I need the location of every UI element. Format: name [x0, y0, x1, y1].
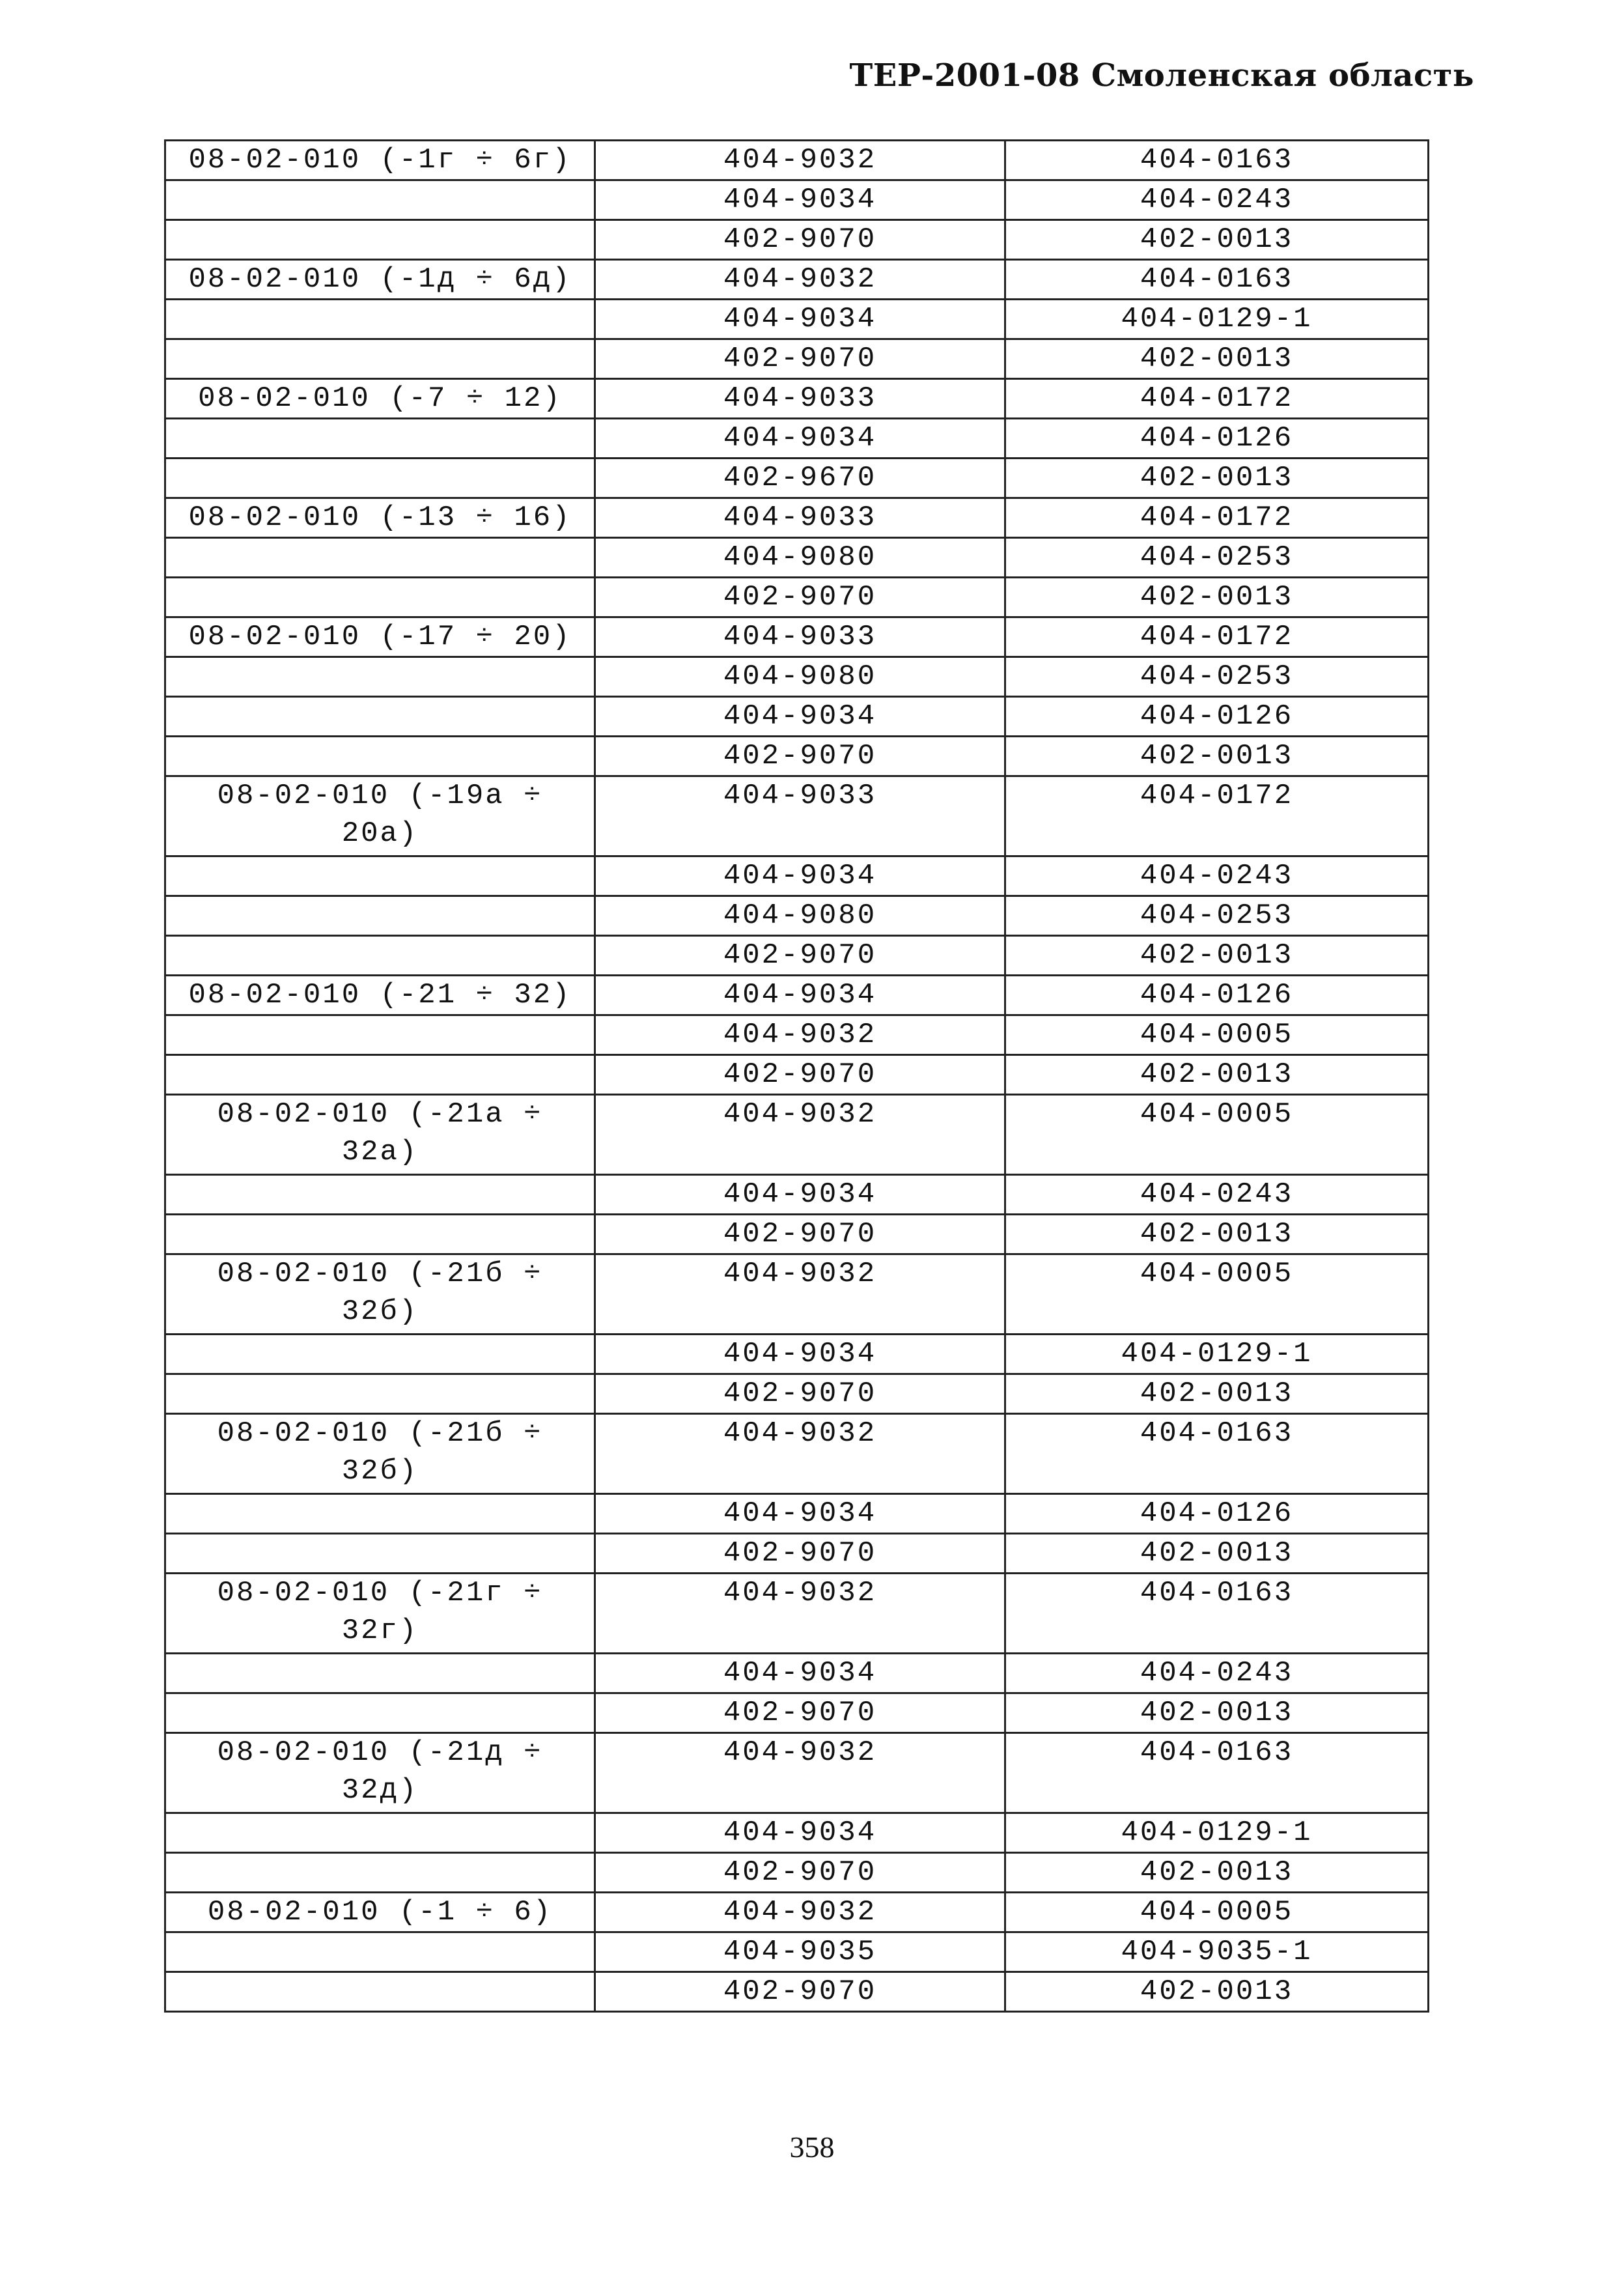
cell-replacement-resource-code: 404-0172: [1005, 498, 1429, 538]
cell-replaced-resource-code: 404-9034: [595, 1813, 1005, 1853]
cell-rate-code: 08-02-010 (-1д ÷ 6д): [165, 260, 595, 300]
cell-replacement-resource-code: 402-0013: [1005, 1693, 1429, 1733]
cell-rate-code: [165, 737, 595, 776]
cell-replacement-resource-code: 404-0243: [1005, 1654, 1429, 1693]
cell-rate-code: 08-02-010 (-1 ÷ 6): [165, 1893, 595, 1932]
cell-replaced-resource-code: 404-9033: [595, 498, 1005, 538]
cell-replaced-resource-code: 402-9070: [595, 1972, 1005, 2012]
cell-rate-code: [165, 459, 595, 498]
cell-replaced-resource-code: 402-9070: [595, 220, 1005, 260]
cell-replaced-resource-code: 402-9070: [595, 1534, 1005, 1574]
cell-replaced-resource-code: 404-9034: [595, 976, 1005, 1015]
table-body: [165, 141, 1429, 2012]
cell-rate-code: 08-02-010 (-21 ÷ 32): [165, 976, 595, 1015]
cell-replaced-resource-code: 402-9070: [595, 578, 1005, 617]
table-row: [165, 896, 1429, 936]
table-row: [165, 856, 1429, 896]
table-row: [165, 220, 1429, 260]
table-row: [165, 1813, 1429, 1853]
table-row: [165, 180, 1429, 220]
cell-replacement-resource-code: 404-0163: [1005, 1574, 1429, 1654]
cell-replacement-resource-code: 404-0126: [1005, 976, 1429, 1015]
cell-replacement-resource-code: 402-0013: [1005, 459, 1429, 498]
table-row: [165, 936, 1429, 976]
cell-rate-code: [165, 578, 595, 617]
table-row: [165, 1254, 1429, 1335]
cell-replaced-resource-code: 404-9035: [595, 1932, 1005, 1972]
table-row: [165, 1335, 1429, 1374]
cell-replacement-resource-code: 404-0005: [1005, 1893, 1429, 1932]
cell-replacement-resource-code: 404-0126: [1005, 697, 1429, 737]
table-row: [165, 1374, 1429, 1414]
cell-rate-code: 08-02-010 (-17 ÷ 20): [165, 617, 595, 657]
cell-rate-code: 08-02-010 (-21б ÷ 32б): [165, 1414, 595, 1494]
cell-rate-code: 08-02-010 (-21б ÷ 32б): [165, 1254, 595, 1335]
cell-replacement-resource-code: 404-0163: [1005, 141, 1429, 180]
cell-rate-code: [165, 220, 595, 260]
cell-rate-code: 08-02-010 (-21а ÷ 32а): [165, 1095, 595, 1175]
table-row: [165, 339, 1429, 379]
table-row: [165, 1654, 1429, 1693]
cell-replaced-resource-code: 402-9070: [595, 1055, 1005, 1095]
cell-rate-code: [165, 1374, 595, 1414]
table-row: [165, 657, 1429, 697]
table-row: [165, 1534, 1429, 1574]
cell-replaced-resource-code: 404-9032: [595, 1893, 1005, 1932]
cell-replacement-resource-code: 402-0013: [1005, 220, 1429, 260]
cell-replacement-resource-code: 404-0253: [1005, 538, 1429, 578]
table-row: [165, 1095, 1429, 1175]
table-row: [165, 1693, 1429, 1733]
cell-replaced-resource-code: 404-9033: [595, 776, 1005, 856]
table-row: [165, 1414, 1429, 1494]
cell-replacement-resource-code: 404-0163: [1005, 1414, 1429, 1494]
table-row: [165, 737, 1429, 776]
cell-replaced-resource-code: 404-9034: [595, 419, 1005, 459]
cell-rate-code: [165, 419, 595, 459]
cell-rate-code: 08-02-010 (-19а ÷ 20а): [165, 776, 595, 856]
cell-rate-code: [165, 697, 595, 737]
cell-replacement-resource-code: 404-0172: [1005, 379, 1429, 419]
table-row: [165, 260, 1429, 300]
cell-replaced-resource-code: 404-9032: [595, 1095, 1005, 1175]
cell-replaced-resource-code: 402-9070: [595, 1374, 1005, 1414]
cell-rate-code: [165, 657, 595, 697]
cell-replacement-resource-code: 402-0013: [1005, 737, 1429, 776]
cell-rate-code: [165, 1335, 595, 1374]
cell-replacement-resource-code: 402-0013: [1005, 1853, 1429, 1893]
cell-rate-code: [165, 180, 595, 220]
cell-replaced-resource-code: 404-9032: [595, 1733, 1005, 1813]
cell-replacement-resource-code: 404-0163: [1005, 1733, 1429, 1813]
cell-rate-code: [165, 936, 595, 976]
cell-replaced-resource-code: 404-9032: [595, 1015, 1005, 1055]
cell-rate-code: [165, 1175, 595, 1215]
cell-replacement-resource-code: 404-0243: [1005, 856, 1429, 896]
cell-replacement-resource-code: 404-0005: [1005, 1095, 1429, 1175]
cell-rate-code: [165, 1055, 595, 1095]
cell-replaced-resource-code: 404-9034: [595, 1654, 1005, 1693]
cell-replaced-resource-code: 404-9034: [595, 856, 1005, 896]
cell-replaced-resource-code: 404-9032: [595, 1574, 1005, 1654]
table-row: [165, 300, 1429, 339]
cell-replacement-resource-code: 404-0126: [1005, 1494, 1429, 1534]
cell-rate-code: 08-02-010 (-13 ÷ 16): [165, 498, 595, 538]
cell-rate-code: 08-02-010 (-21д ÷ 32д): [165, 1733, 595, 1813]
table-row: [165, 617, 1429, 657]
cell-rate-code: [165, 538, 595, 578]
resource-code-table: [164, 139, 1429, 2013]
cell-replacement-resource-code: 404-0005: [1005, 1254, 1429, 1335]
table-row: [165, 578, 1429, 617]
cell-replaced-resource-code: 404-9033: [595, 379, 1005, 419]
cell-replacement-resource-code: 402-0013: [1005, 1215, 1429, 1254]
cell-rate-code: [165, 1494, 595, 1534]
cell-replacement-resource-code: 402-0013: [1005, 1972, 1429, 2012]
table-row: [165, 1853, 1429, 1893]
cell-replaced-resource-code: 402-9070: [595, 737, 1005, 776]
cell-replacement-resource-code: 404-9035-1: [1005, 1932, 1429, 1972]
table-row: [165, 538, 1429, 578]
cell-replaced-resource-code: 404-9032: [595, 260, 1005, 300]
table-row: [165, 1733, 1429, 1813]
cell-rate-code: [165, 1693, 595, 1733]
cell-replacement-resource-code: 404-0129-1: [1005, 300, 1429, 339]
cell-replacement-resource-code: 404-0243: [1005, 1175, 1429, 1215]
cell-replacement-resource-code: 404-0126: [1005, 419, 1429, 459]
table-row: [165, 141, 1429, 180]
table-row: [165, 1972, 1429, 2012]
cell-replaced-resource-code: 404-9080: [595, 896, 1005, 936]
cell-replaced-resource-code: 404-9080: [595, 657, 1005, 697]
cell-replacement-resource-code: 404-0172: [1005, 776, 1429, 856]
table-row: [165, 776, 1429, 856]
cell-replacement-resource-code: 402-0013: [1005, 1055, 1429, 1095]
cell-replaced-resource-code: 402-9670: [595, 459, 1005, 498]
table-row: [165, 1215, 1429, 1254]
cell-replacement-resource-code: 404-0253: [1005, 657, 1429, 697]
cell-rate-code: [165, 1972, 595, 2012]
table-row: [165, 1932, 1429, 1972]
cell-replaced-resource-code: 404-9032: [595, 1254, 1005, 1335]
cell-replacement-resource-code: 402-0013: [1005, 1534, 1429, 1574]
cell-replaced-resource-code: 404-9034: [595, 1494, 1005, 1534]
cell-replaced-resource-code: 404-9034: [595, 1335, 1005, 1374]
resource-code-table-container: [164, 139, 1427, 2013]
cell-replaced-resource-code: 402-9070: [595, 1693, 1005, 1733]
cell-rate-code: [165, 1015, 595, 1055]
cell-replacement-resource-code: 404-0243: [1005, 180, 1429, 220]
table-row: [165, 1055, 1429, 1095]
cell-rate-code: [165, 896, 595, 936]
cell-rate-code: 08-02-010 (-1г ÷ 6г): [165, 141, 595, 180]
cell-replacement-resource-code: 404-0129-1: [1005, 1813, 1429, 1853]
cell-replacement-resource-code: 404-0129-1: [1005, 1335, 1429, 1374]
table-row: [165, 976, 1429, 1015]
cell-rate-code: [165, 1813, 595, 1853]
cell-replaced-resource-code: 404-9080: [595, 538, 1005, 578]
cell-replacement-resource-code: 404-0163: [1005, 260, 1429, 300]
table-row: [165, 1175, 1429, 1215]
cell-rate-code: [165, 856, 595, 896]
page-number: 358: [789, 2130, 835, 2164]
cell-rate-code: [165, 1932, 595, 1972]
cell-replacement-resource-code: 404-0172: [1005, 617, 1429, 657]
cell-replaced-resource-code: 404-9034: [595, 697, 1005, 737]
table-row: [165, 1893, 1429, 1932]
table-row: [165, 419, 1429, 459]
cell-rate-code: [165, 1853, 595, 1893]
cell-rate-code: 08-02-010 (-7 ÷ 12): [165, 379, 595, 419]
cell-replacement-resource-code: 402-0013: [1005, 339, 1429, 379]
page-header-title: ТЕР-2001-08 Смоленская область: [849, 57, 1474, 94]
cell-replacement-resource-code: 404-0005: [1005, 1015, 1429, 1055]
cell-replaced-resource-code: 402-9070: [595, 339, 1005, 379]
cell-replaced-resource-code: 404-9034: [595, 180, 1005, 220]
cell-rate-code: [165, 1215, 595, 1254]
cell-replacement-resource-code: 402-0013: [1005, 1374, 1429, 1414]
table-row: [165, 1015, 1429, 1055]
table-row: [165, 379, 1429, 419]
cell-replaced-resource-code: 402-9070: [595, 1215, 1005, 1254]
cell-rate-code: 08-02-010 (-21г ÷ 32г): [165, 1574, 595, 1654]
table-row: [165, 498, 1429, 538]
table-row: [165, 1494, 1429, 1534]
cell-rate-code: [165, 1654, 595, 1693]
cell-rate-code: [165, 300, 595, 339]
cell-rate-code: [165, 339, 595, 379]
cell-rate-code: [165, 1534, 595, 1574]
cell-replacement-resource-code: 404-0253: [1005, 896, 1429, 936]
cell-replaced-resource-code: 402-9070: [595, 936, 1005, 976]
cell-replaced-resource-code: 404-9033: [595, 617, 1005, 657]
cell-replaced-resource-code: 404-9032: [595, 141, 1005, 180]
table-row: [165, 1574, 1429, 1654]
cell-replacement-resource-code: 402-0013: [1005, 578, 1429, 617]
cell-replaced-resource-code: 404-9034: [595, 1175, 1005, 1215]
cell-replacement-resource-code: 402-0013: [1005, 936, 1429, 976]
cell-replaced-resource-code: 404-9032: [595, 1414, 1005, 1494]
table-row: [165, 697, 1429, 737]
cell-replaced-resource-code: 404-9034: [595, 300, 1005, 339]
table-row: [165, 459, 1429, 498]
cell-replaced-resource-code: 402-9070: [595, 1853, 1005, 1893]
